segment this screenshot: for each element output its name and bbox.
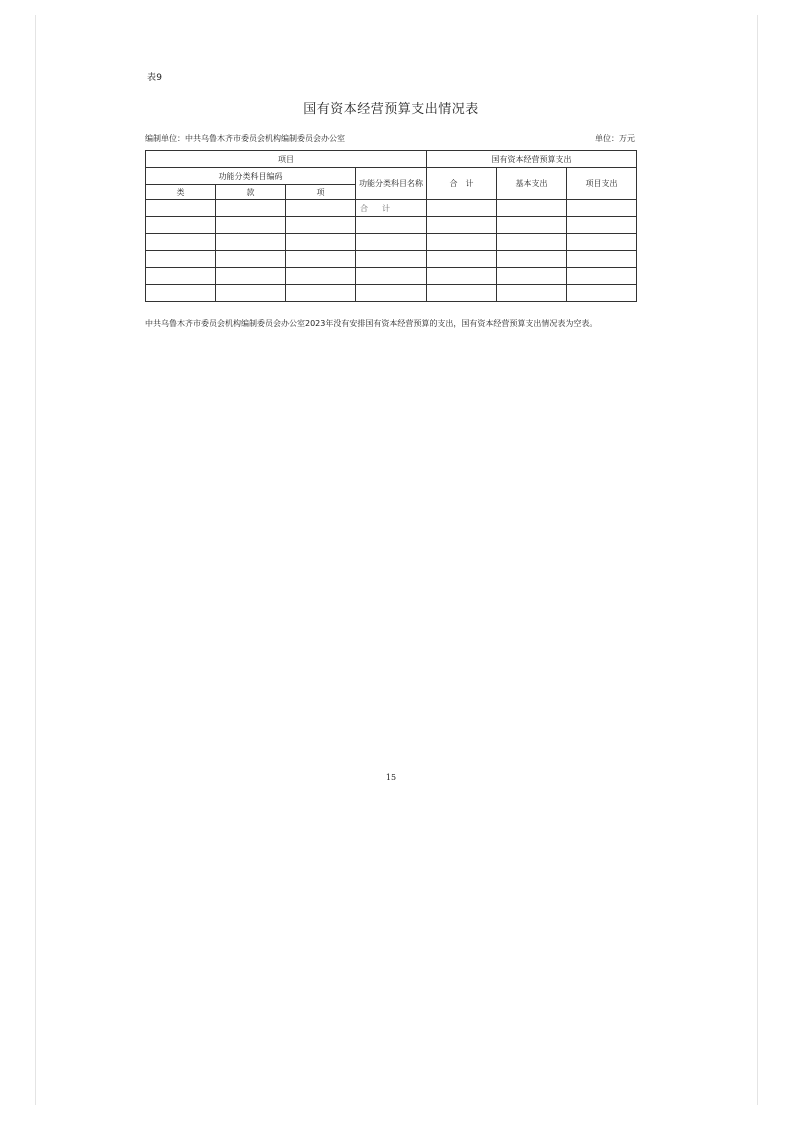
table-cell-total-label: 合 计	[356, 200, 427, 217]
header-project: 项目	[146, 151, 427, 168]
table-cell	[567, 200, 637, 217]
table-cell	[356, 217, 427, 233]
table-cell	[286, 233, 356, 250]
table-cell	[567, 250, 637, 267]
table-cell	[216, 200, 286, 217]
table-cell	[146, 284, 216, 301]
header-code: 功能分类科目编码	[146, 168, 356, 185]
table-cell	[146, 267, 216, 284]
table-row	[146, 250, 637, 267]
header-expense: 国有资本经营预算支出	[427, 151, 637, 168]
header-basic: 基本支出	[497, 168, 567, 200]
expense-table	[145, 150, 637, 302]
table-cell	[427, 284, 497, 301]
table-cell	[497, 250, 567, 267]
compiling-unit: 编制单位：中共乌鲁木齐市委员会机构编制委员会办公室	[145, 134, 345, 143]
table-cell	[216, 267, 286, 284]
table-row	[146, 233, 637, 250]
col-section: 款	[216, 185, 286, 200]
table-cell	[216, 250, 286, 267]
header-item-expense: 项目支出	[567, 168, 637, 200]
header-total: 合 计	[427, 168, 497, 200]
page-edge-left	[35, 15, 36, 1105]
table-cell	[146, 250, 216, 267]
table-cell	[356, 233, 427, 250]
table-cell	[356, 284, 427, 301]
table-cell	[286, 200, 356, 217]
table-cell	[567, 284, 637, 301]
table-cell	[216, 284, 286, 301]
table-cell	[497, 217, 567, 233]
table-cell	[427, 217, 497, 233]
table-cell	[567, 217, 637, 233]
unit-row	[145, 133, 635, 144]
table-cell	[286, 217, 356, 233]
table-cell	[286, 267, 356, 284]
table-cell	[356, 250, 427, 267]
table-cell	[146, 200, 216, 217]
table-cell	[286, 250, 356, 267]
table-row	[146, 217, 637, 233]
currency-unit: 单位：万元	[595, 134, 635, 143]
table-cell	[427, 200, 497, 217]
table-cell	[146, 233, 216, 250]
col-item: 项	[286, 185, 356, 200]
table-row	[146, 284, 637, 301]
page-edge-right	[757, 15, 758, 1105]
table-cell	[497, 200, 567, 217]
table-number: 表9	[147, 73, 163, 83]
table-row	[146, 267, 637, 284]
table-cell	[567, 267, 637, 284]
table-cell	[427, 233, 497, 250]
table-cell	[286, 284, 356, 301]
table-cell	[146, 217, 216, 233]
table-cell	[216, 217, 286, 233]
header-row-2	[146, 168, 637, 185]
table-cell	[567, 233, 637, 250]
table-cell	[497, 267, 567, 284]
table-cell	[216, 233, 286, 250]
table-cell	[427, 267, 497, 284]
header-row-1	[146, 151, 637, 168]
page-title: 国有资本经营预算支出情况表	[303, 102, 479, 117]
page-number: 15	[385, 773, 397, 782]
col-class: 类	[146, 185, 216, 200]
table-cell	[427, 250, 497, 267]
header-name: 功能分类科目名称	[356, 168, 427, 200]
table-row	[146, 200, 637, 217]
table-cell	[356, 267, 427, 284]
explanatory-note: 中共乌鲁木齐市委员会机构编制委员会办公室2023年没有安排国有资本经营预算的支出，国有资本经营预算支出情况表为空表。	[145, 319, 598, 328]
table-cell	[497, 284, 567, 301]
table-cell	[497, 233, 567, 250]
